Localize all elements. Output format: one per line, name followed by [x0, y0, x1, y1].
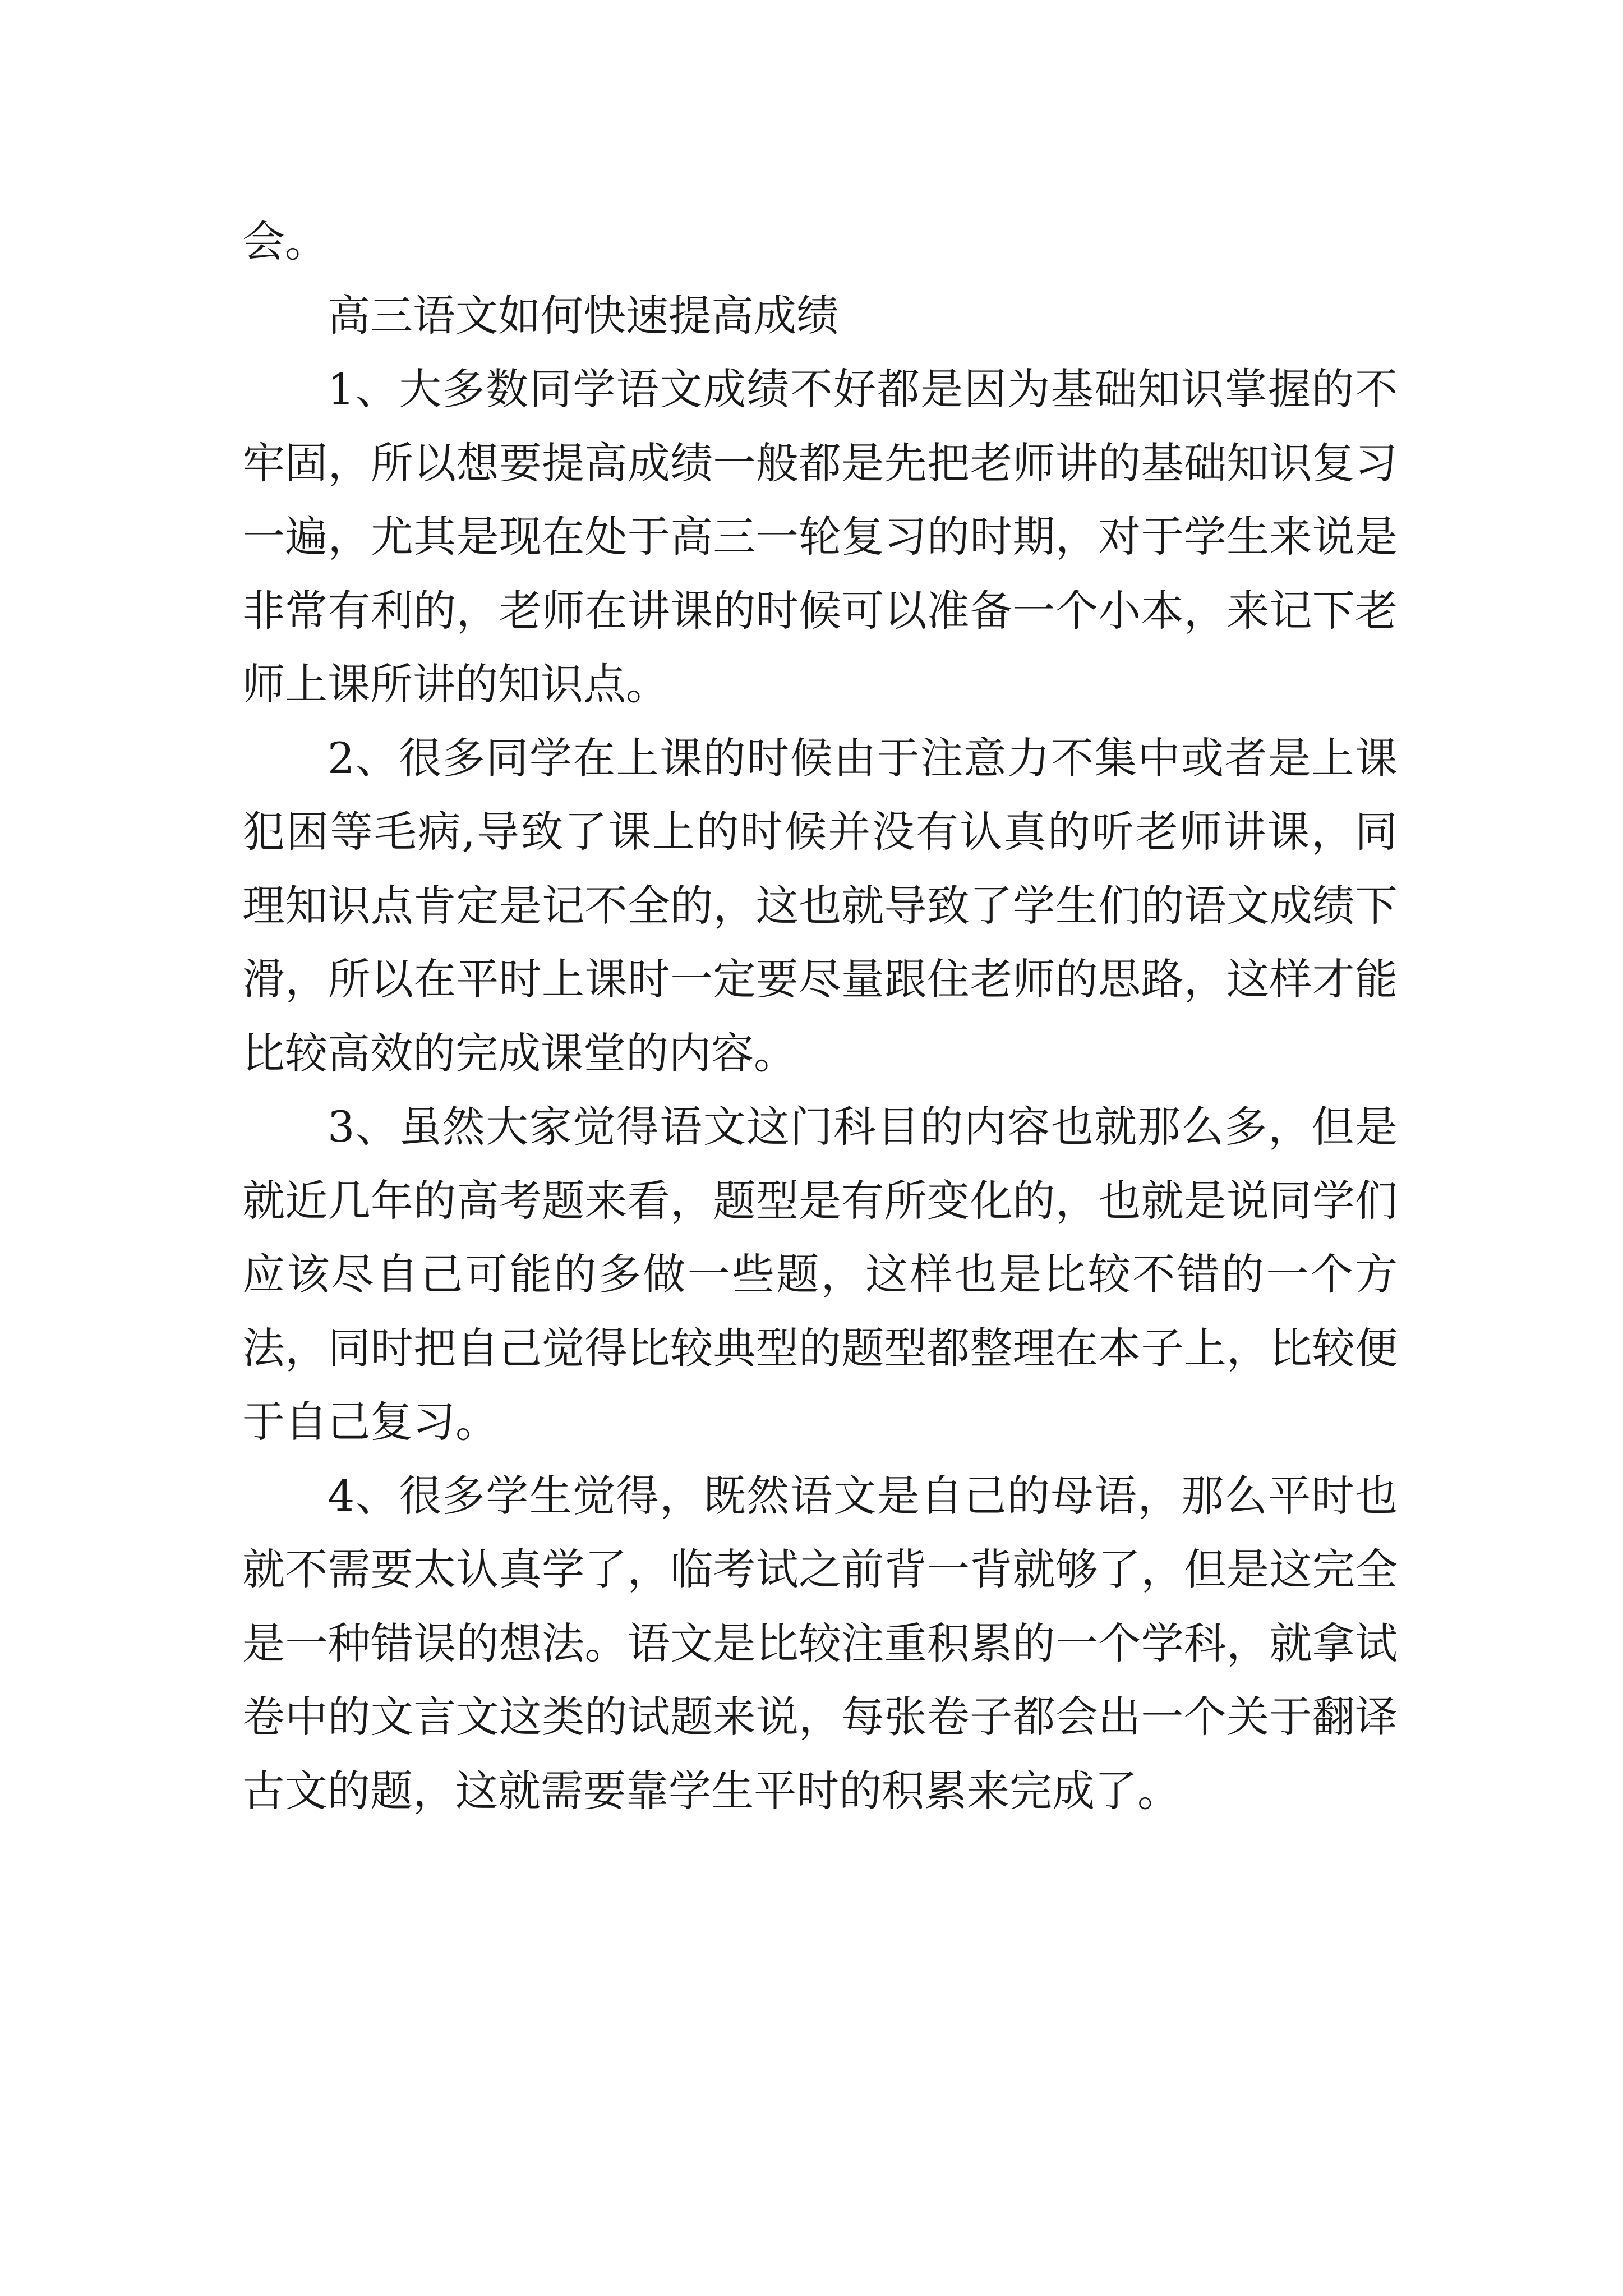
- section-heading: 高三语文如何快速提高成绩: [328, 290, 839, 341]
- paragraph-3: 3、虽然大家觉得语文这门科目的内容也就那么多，但是就近几年的高考题来看，题型是有所变化的，也就是说同学们应该尽自己可能的多做一些题，这样也是比较不错的一个方法，同时把自己觉得比较典型的题型都整理在本子上，比较便于自己复习。: [242, 1102, 1398, 1447]
- document-body: [242, 205, 1398, 1828]
- paragraph-2: 2、很多同学在上课的时候由于注意力不集中或者是上课犯困等毛病,导致了课上的时候并没有认真的听老师讲课，同理知识点肯定是记不全的，这也就导致了学生们的语文成绩下滑，所以在平时上课时一定要尽量跟住老师的思路，这样才能比较高效的完成课堂的内容。: [242, 733, 1398, 1078]
- paragraph-1: 1、大多数同学语文成绩不好都是因为基础知识掌握的不牢固，所以想要提高成绩一般都是先把老师讲的基础知识复习一遍，尤其是现在处于高三一轮复习的时期，对于学生来说是非常有利的，老师在讲课的时候可以准备一个小本，来记下老师上课所讲的知识点。: [242, 364, 1398, 709]
- paragraph-4: 4、很多学生觉得，既然语文是自己的母语，那么平时也就不需要太认真学了，临考试之前背一背就够了，但是这完全是一种错误的想法。语文是比较注重积累的一个学科，就拿试卷中的文言文这类的试题来说，每张卷子都会出一个关于翻译古文的题，这就需要靠学生平时的积累来完成了。: [242, 1470, 1398, 1816]
- continuation-text: 会。: [242, 217, 328, 266]
